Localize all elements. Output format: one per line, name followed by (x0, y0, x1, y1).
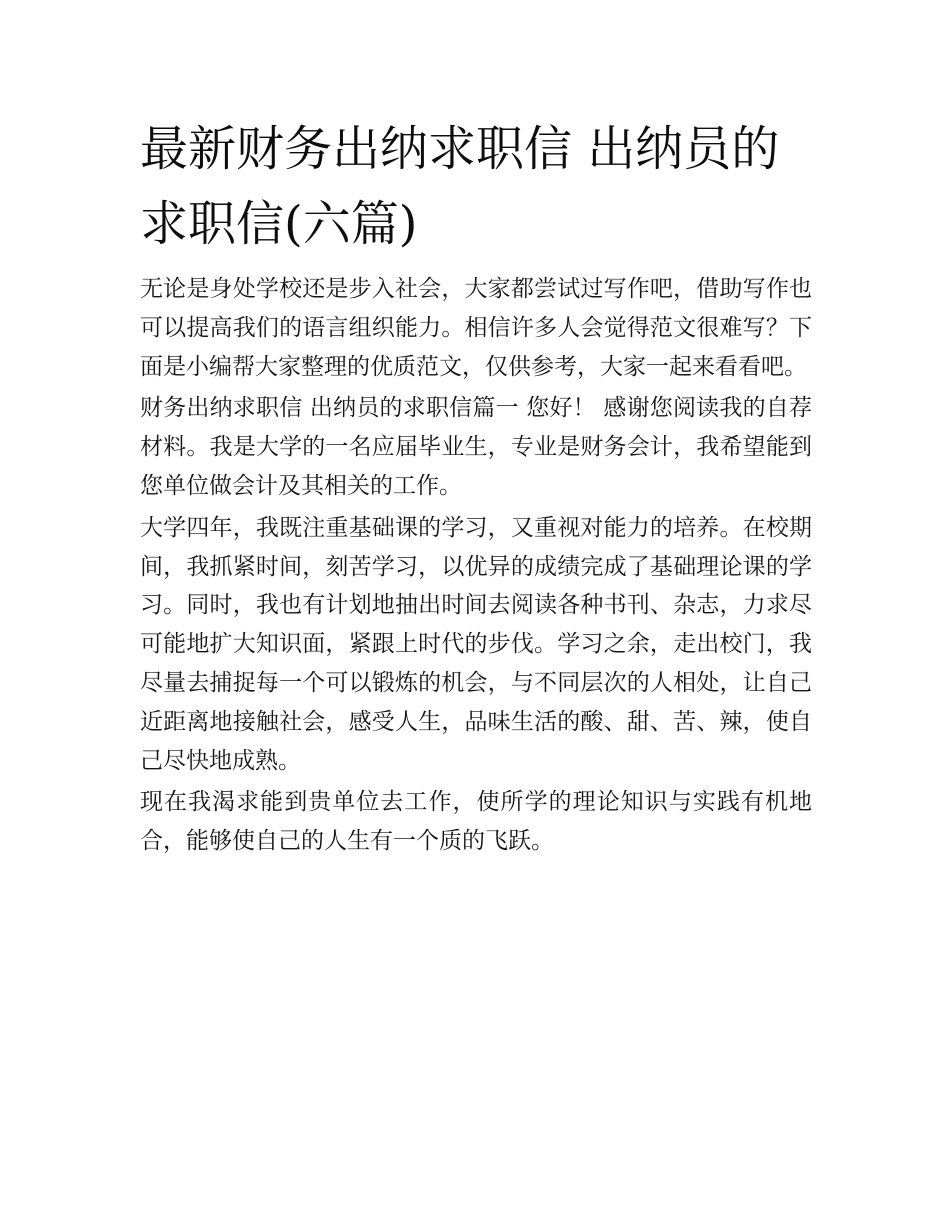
document-page (140, 112, 812, 864)
paragraph-greeting: 财务出纳求职信 出纳员的求职信篇一 您好！ 感谢您阅读我的自荐材料。我是大学的一名应届毕业生，专业是财务会计，我希望能到您单位做会计及其相关的工作。 (140, 395, 812, 499)
document-title: 最新财务出纳求职信 出纳员的求职信(六篇) (140, 121, 780, 252)
paragraph-closing: 现在我渴求能到贵单位去工作，使所学的理论知识与实践有机地合，能够使自己的人生有一个质的飞跃。 (140, 789, 812, 855)
document-body (140, 270, 812, 861)
paragraph-university: 大学四年，我既注重基础课的学习，又重视对能力的培养。在校期间，我抓紧时间，刻苦学习，以优异的成绩完成了基础理论课的学习。同时，我也有计划地抽出时间去阅读各种书刊、杂志，力求尽可能地扩大知识面，紧跟上时代的步伐。学习之余，走出校门，我尽量去捕捉每一个可以锻炼的机会，与不同层次的人相处，让自己近距离地接触社会，感受人生，品味生活的酸、甜、苦、辣，使自己尽快地成熟。 (140, 514, 812, 774)
paragraph-intro: 无论是身处学校还是步入社会，大家都尝试过写作吧，借助写作也可以提高我们的语言组织能力。相信许多人会觉得范文很难写？下面是小编帮大家整理的优质范文，仅供参考，大家一起来看看吧。 (140, 276, 812, 380)
